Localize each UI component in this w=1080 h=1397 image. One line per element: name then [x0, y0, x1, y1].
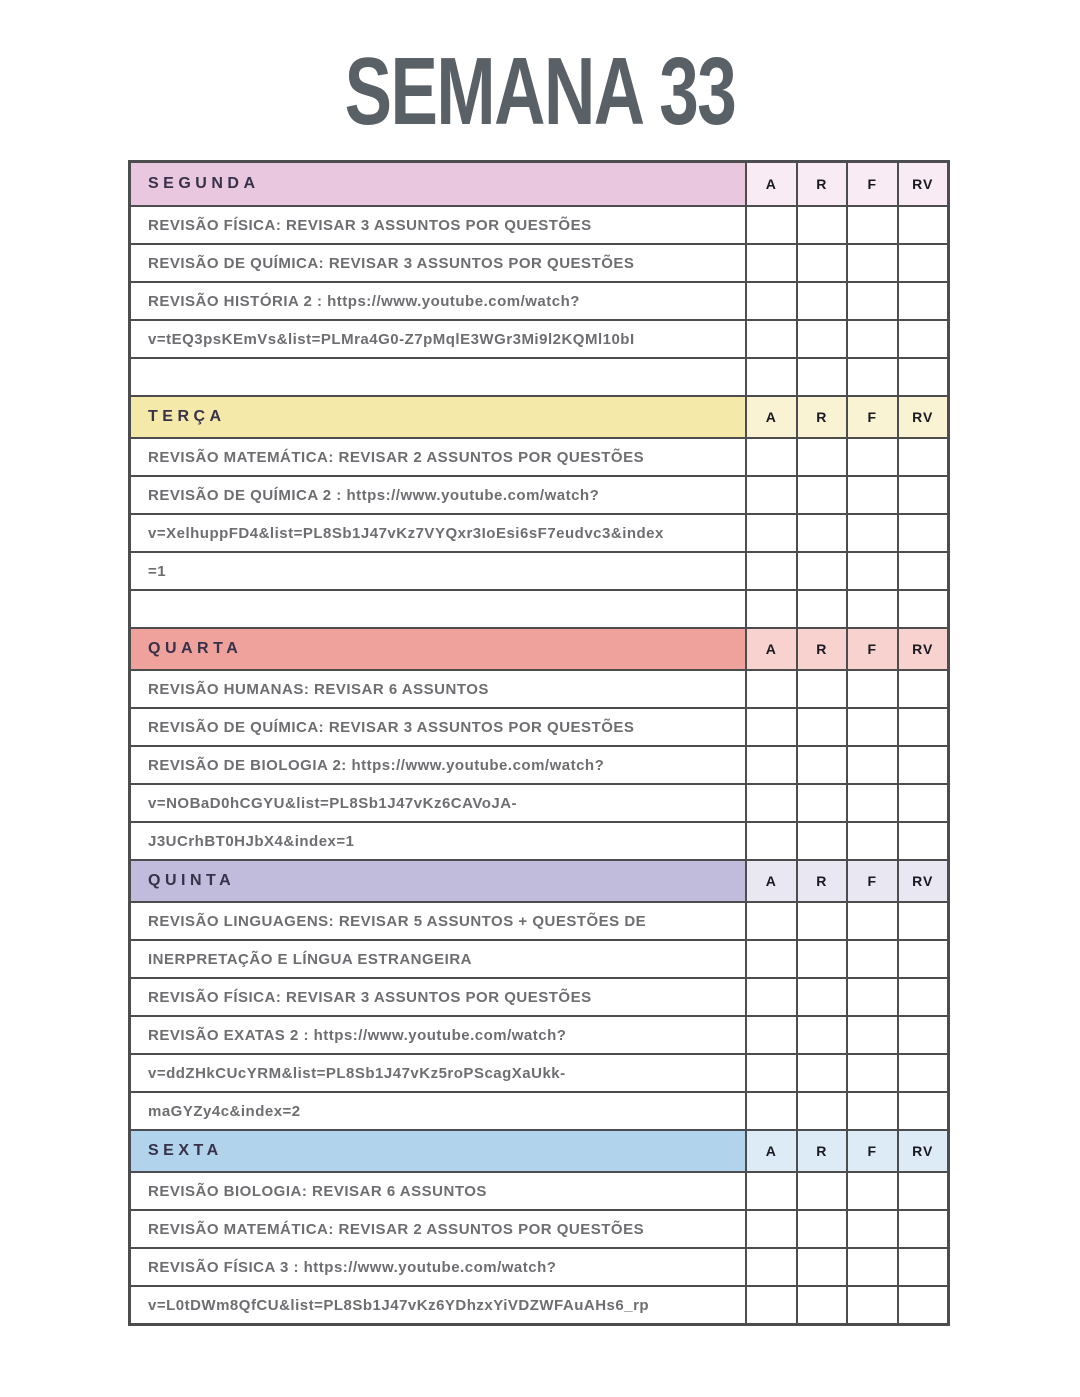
task-text: REVISÃO EXATAS 2 : https://www.youtube.com/watch? — [148, 1026, 567, 1044]
task-text: REVISÃO FÍSICA: REVISAR 3 ASSUNTOS POR QUESTÕES — [148, 988, 592, 1006]
task-row — [131, 589, 947, 627]
check-cell-f[interactable] — [846, 477, 897, 513]
check-col-header-a: A — [745, 861, 796, 901]
check-cell-rv[interactable] — [897, 1173, 948, 1209]
task-row — [131, 551, 947, 589]
check-col-header-a: A — [745, 163, 796, 205]
task-text: REVISÃO DE QUÍMICA: REVISAR 3 ASSUNTOS POR QUESTÕES — [148, 254, 635, 272]
day-header-row-quarta — [131, 627, 947, 669]
task-row — [131, 475, 947, 513]
check-cell-a[interactable] — [745, 1287, 796, 1323]
check-cell-r[interactable] — [796, 1093, 847, 1129]
check-cell-a[interactable] — [745, 283, 796, 319]
task-text: REVISÃO LINGUAGENS: REVISAR 5 ASSUNTOS + QUESTÕES DE — [148, 912, 647, 930]
check-cell-f[interactable] — [846, 515, 897, 551]
check-cell-r[interactable] — [796, 321, 847, 357]
check-cell-f[interactable] — [846, 903, 897, 939]
check-cell-f[interactable] — [846, 321, 897, 357]
task-text: v=XelhuppFD4&list=PL8Sb1J47vKz7VYQxr3IoEsi6sF7eudvc3&index — [148, 524, 664, 542]
task-text: REVISÃO HISTÓRIA 2 : https://www.youtube.com/watch? — [148, 292, 580, 310]
check-cell-a[interactable] — [745, 591, 796, 627]
check-cell-a[interactable] — [745, 477, 796, 513]
check-cell-r[interactable] — [796, 903, 847, 939]
day-header-row-terca — [131, 395, 947, 437]
task-row — [131, 319, 947, 357]
check-cell-rv[interactable] — [897, 785, 948, 821]
task-text: maGYZy4c&index=2 — [148, 1102, 301, 1120]
check-col-header-r: R — [796, 861, 847, 901]
day-header-row-sexta — [131, 1129, 947, 1171]
check-cell-a[interactable] — [745, 1093, 796, 1129]
check-cell-f[interactable] — [846, 591, 897, 627]
task-row — [131, 745, 947, 783]
check-cell-r[interactable] — [796, 591, 847, 627]
task-row — [131, 783, 947, 821]
check-cell-r[interactable] — [796, 1173, 847, 1209]
check-cell-r[interactable] — [796, 979, 847, 1015]
check-cell-f[interactable] — [846, 553, 897, 589]
task-text: REVISÃO FÍSICA 3 : https://www.youtube.com/watch? — [148, 1258, 557, 1276]
task-text — [131, 591, 745, 627]
check-cell-rv[interactable] — [897, 591, 948, 627]
task-text: REVISÃO HUMANAS: REVISAR 6 ASSUNTOS — [148, 680, 489, 698]
check-cell-a[interactable] — [745, 941, 796, 977]
check-cell-r[interactable] — [796, 1287, 847, 1323]
check-cell-f[interactable] — [846, 979, 897, 1015]
check-cell-f[interactable] — [846, 1093, 897, 1129]
check-cell-a[interactable] — [745, 245, 796, 281]
check-cell-rv[interactable] — [897, 671, 948, 707]
task-row — [131, 243, 947, 281]
task-text: REVISÃO DE BIOLOGIA 2: https://www.youtube.com/watch? — [148, 756, 605, 774]
check-cell-r[interactable] — [796, 283, 847, 319]
check-col-header-f: F — [846, 163, 897, 205]
check-cell-rv[interactable] — [897, 359, 948, 395]
task-text: v=L0tDWm8QfCU&list=PL8Sb1J47vKz6YDhzxYiVDZWFAuAHs6_rp — [148, 1296, 650, 1314]
check-cell-r[interactable] — [796, 785, 847, 821]
check-cell-f[interactable] — [846, 1017, 897, 1053]
task-row — [131, 1015, 947, 1053]
check-cell-r[interactable] — [796, 823, 847, 859]
check-cell-f[interactable] — [846, 1249, 897, 1285]
check-col-header-f: F — [846, 629, 897, 669]
check-col-header-f: F — [846, 1131, 897, 1171]
task-text: v=tEQ3psKEmVs&list=PLMra4G0-Z7pMqlE3WGr3Mi9l2KQMl10bI — [148, 330, 635, 348]
task-row — [131, 939, 947, 977]
check-col-header-a: A — [745, 629, 796, 669]
check-col-header-a: A — [745, 397, 796, 437]
check-cell-rv[interactable] — [897, 979, 948, 1015]
day-header-row-segunda — [131, 163, 947, 205]
check-cell-r[interactable] — [796, 941, 847, 977]
planner-table — [128, 160, 950, 1326]
check-cell-rv[interactable] — [897, 823, 948, 859]
task-text: v=ddZHkCUcYRM&list=PL8Sb1J47vKz5roPScagXaUkk- — [148, 1064, 566, 1082]
check-cell-a[interactable] — [745, 1055, 796, 1091]
check-col-header-r: R — [796, 397, 847, 437]
check-cell-r[interactable] — [796, 1055, 847, 1091]
check-cell-a[interactable] — [745, 823, 796, 859]
check-cell-a[interactable] — [745, 321, 796, 357]
check-cell-r[interactable] — [796, 709, 847, 745]
check-cell-r[interactable] — [796, 515, 847, 551]
check-cell-a[interactable] — [745, 709, 796, 745]
check-cell-a[interactable] — [745, 979, 796, 1015]
check-cell-f[interactable] — [846, 1173, 897, 1209]
task-row — [131, 707, 947, 745]
check-cell-r[interactable] — [796, 1017, 847, 1053]
task-row — [131, 205, 947, 243]
check-cell-a[interactable] — [745, 207, 796, 243]
check-cell-a[interactable] — [745, 1211, 796, 1247]
check-col-header-r: R — [796, 629, 847, 669]
task-text: INERPRETAÇÃO E LÍNGUA ESTRANGEIRA — [148, 950, 473, 968]
day-label-terca: TERÇA — [131, 397, 745, 437]
check-col-header-rv: RV — [897, 861, 948, 901]
check-cell-rv[interactable] — [897, 903, 948, 939]
check-cell-f[interactable] — [846, 1287, 897, 1323]
check-cell-f[interactable] — [846, 823, 897, 859]
check-cell-f[interactable] — [846, 283, 897, 319]
day-section-segunda — [131, 163, 947, 395]
check-col-header-rv: RV — [897, 163, 948, 205]
task-row — [131, 1053, 947, 1091]
check-cell-r[interactable] — [796, 671, 847, 707]
check-cell-rv[interactable] — [897, 515, 948, 551]
check-cell-f[interactable] — [846, 709, 897, 745]
check-col-header-rv: RV — [897, 397, 948, 437]
task-text: REVISÃO BIOLOGIA: REVISAR 6 ASSUNTOS — [148, 1182, 487, 1200]
day-header-row-quinta — [131, 859, 947, 901]
check-cell-rv[interactable] — [897, 709, 948, 745]
day-label-quinta: QUINTA — [131, 861, 745, 901]
check-col-header-r: R — [796, 1131, 847, 1171]
task-row — [131, 357, 947, 395]
check-cell-rv[interactable] — [897, 553, 948, 589]
task-text — [131, 359, 745, 395]
task-text: REVISÃO DE QUÍMICA 2 : https://www.youtube.com/watch? — [148, 486, 600, 504]
check-cell-rv[interactable] — [897, 1287, 948, 1323]
task-row — [131, 1285, 947, 1323]
task-row — [131, 901, 947, 939]
check-cell-rv[interactable] — [897, 439, 948, 475]
task-text: J3UCrhBT0HJbX4&index=1 — [148, 832, 355, 850]
check-cell-f[interactable] — [846, 207, 897, 243]
task-row — [131, 821, 947, 859]
check-cell-r[interactable] — [796, 1211, 847, 1247]
check-cell-f[interactable] — [846, 785, 897, 821]
check-cell-rv[interactable] — [897, 477, 948, 513]
check-cell-f[interactable] — [846, 1211, 897, 1247]
day-label-segunda: SEGUNDA — [131, 163, 745, 205]
task-text: REVISÃO MATEMÁTICA: REVISAR 2 ASSUNTOS POR QUESTÕES — [148, 1220, 645, 1238]
check-cell-rv[interactable] — [897, 941, 948, 977]
task-row — [131, 437, 947, 475]
task-row — [131, 669, 947, 707]
check-cell-f[interactable] — [846, 747, 897, 783]
task-row — [131, 1091, 947, 1129]
day-section-quarta — [131, 627, 947, 859]
check-cell-a[interactable] — [745, 671, 796, 707]
task-row — [131, 513, 947, 551]
check-cell-r[interactable] — [796, 359, 847, 395]
task-row — [131, 281, 947, 319]
check-cell-rv[interactable] — [897, 245, 948, 281]
check-cell-a[interactable] — [745, 439, 796, 475]
day-label-sexta: SEXTA — [131, 1131, 745, 1171]
task-row — [131, 1171, 947, 1209]
check-cell-r[interactable] — [796, 747, 847, 783]
check-col-header-f: F — [846, 861, 897, 901]
check-cell-f[interactable] — [846, 941, 897, 977]
check-cell-r[interactable] — [796, 207, 847, 243]
task-text: REVISÃO FÍSICA: REVISAR 3 ASSUNTOS POR QUESTÕES — [148, 216, 592, 234]
task-text: REVISÃO DE QUÍMICA: REVISAR 3 ASSUNTOS POR QUESTÕES — [148, 718, 635, 736]
check-cell-rv[interactable] — [897, 321, 948, 357]
check-cell-rv[interactable] — [897, 1211, 948, 1247]
check-cell-f[interactable] — [846, 671, 897, 707]
check-cell-rv[interactable] — [897, 283, 948, 319]
check-cell-f[interactable] — [846, 1055, 897, 1091]
check-cell-a[interactable] — [745, 359, 796, 395]
check-cell-f[interactable] — [846, 359, 897, 395]
check-cell-r[interactable] — [796, 477, 847, 513]
check-cell-r[interactable] — [796, 1249, 847, 1285]
check-cell-rv[interactable] — [897, 1249, 948, 1285]
page-title-text: SEMANA 33 — [344, 38, 736, 145]
task-row — [131, 1209, 947, 1247]
day-label-quarta: QUARTA — [131, 629, 745, 669]
check-cell-f[interactable] — [846, 245, 897, 281]
check-cell-a[interactable] — [745, 1173, 796, 1209]
check-cell-a[interactable] — [745, 785, 796, 821]
task-text: v=NOBaD0hCGYU&list=PL8Sb1J47vKz6CAVoJA- — [148, 794, 518, 812]
check-cell-rv[interactable] — [897, 747, 948, 783]
check-cell-a[interactable] — [745, 515, 796, 551]
check-cell-r[interactable] — [796, 439, 847, 475]
task-row — [131, 977, 947, 1015]
check-cell-a[interactable] — [745, 903, 796, 939]
task-text: =1 — [148, 562, 167, 580]
check-cell-rv[interactable] — [897, 1055, 948, 1091]
check-cell-rv[interactable] — [897, 1017, 948, 1053]
check-cell-r[interactable] — [796, 245, 847, 281]
check-col-header-rv: RV — [897, 629, 948, 669]
day-section-sexta — [131, 1129, 947, 1323]
check-cell-a[interactable] — [745, 553, 796, 589]
page-title — [0, 38, 1080, 145]
task-text: REVISÃO MATEMÁTICA: REVISAR 2 ASSUNTOS POR QUESTÕES — [148, 448, 645, 466]
check-cell-f[interactable] — [846, 439, 897, 475]
day-section-terca — [131, 395, 947, 627]
check-col-header-f: F — [846, 397, 897, 437]
check-cell-a[interactable] — [745, 747, 796, 783]
day-section-quinta — [131, 859, 947, 1129]
check-cell-rv[interactable] — [897, 1093, 948, 1129]
check-cell-a[interactable] — [745, 1249, 796, 1285]
check-cell-a[interactable] — [745, 1017, 796, 1053]
check-cell-r[interactable] — [796, 553, 847, 589]
check-col-header-a: A — [745, 1131, 796, 1171]
task-row — [131, 1247, 947, 1285]
check-col-header-r: R — [796, 163, 847, 205]
check-cell-rv[interactable] — [897, 207, 948, 243]
check-col-header-rv: RV — [897, 1131, 948, 1171]
